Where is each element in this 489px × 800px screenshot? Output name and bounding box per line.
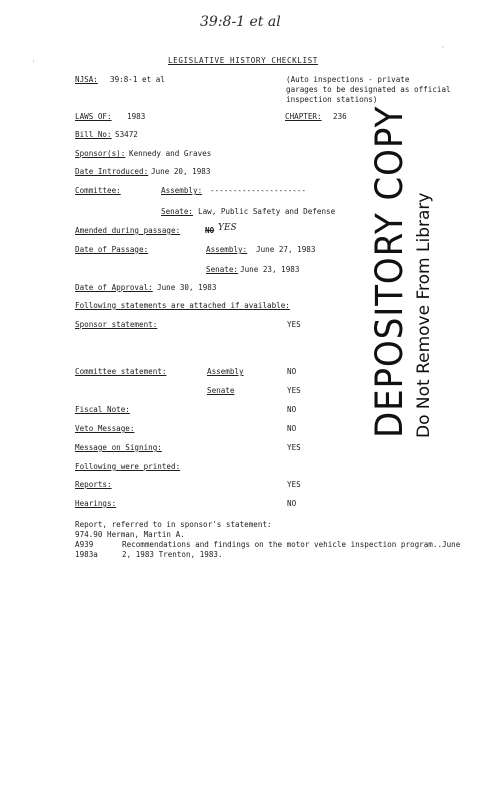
following-printed-heading: Following were printed: [75, 462, 181, 471]
veto-message-value: NO [287, 424, 297, 433]
chapter-label: CHAPTER: [285, 112, 322, 121]
committee-senate-label: Senate: [161, 207, 194, 216]
date-of-approval-label: Date of Approval: [75, 283, 153, 292]
report-ref-call-number-1: A939 [75, 540, 94, 549]
report-ref-intro: Report, referred to in sponsor's statement: [75, 520, 272, 529]
scan-speck: · [441, 44, 445, 51]
handwritten-statute-number: 39:8-1 et al [200, 14, 281, 30]
description-line-2: garages to be designated as official [286, 85, 451, 94]
committee-statement-senate-value: YES [287, 386, 301, 395]
date-introduced-value: June 20, 1983 [151, 167, 211, 176]
chapter-value: 236 [333, 112, 347, 121]
sponsors-label: Sponsor(s): [75, 149, 126, 158]
sponsors-value: Kennedy and Graves [129, 149, 212, 158]
date-of-approval-value: June 30, 1983 [157, 283, 217, 292]
laws-of-value: 1983 [127, 112, 146, 121]
stamp-line-2: Do Not Remove From Library [414, 192, 434, 438]
sponsor-statement-label: Sponsor statement: [75, 320, 158, 329]
reports-value: YES [287, 480, 301, 489]
report-ref-title-line-2: 2, 1983 Trenton, 1983. [122, 550, 223, 559]
njsa-label: NJSA: [75, 75, 98, 84]
bill-no-value: S3472 [115, 130, 138, 139]
amended-struck-value: NO [205, 226, 215, 235]
fiscal-note-label: Fiscal Note: [75, 405, 130, 414]
laws-of-label: LAWS OF: [75, 112, 112, 121]
page-title: LEGISLATIVE HISTORY CHECKLIST [168, 56, 318, 65]
message-on-signing-value: YES [287, 443, 301, 452]
message-on-signing-label: Message on Signing: [75, 443, 162, 452]
committee-senate-value: Law, Public Safety and Defense [198, 207, 336, 216]
reports-label: Reports: [75, 480, 112, 489]
date-introduced-label: Date Introduced: [75, 167, 149, 176]
description-line-1: (Auto inspections - private [286, 75, 410, 84]
report-ref-title-line-1: Recommendations and findings on the motor vehicle inspection program..June [122, 540, 461, 549]
report-ref-call-number-2: 1983a [75, 550, 98, 559]
committee-assembly-label: Assembly: [161, 186, 203, 195]
committee-label: Committee: [75, 186, 121, 195]
passage-assembly-label: Assembly: [206, 245, 248, 254]
depository-stamp [370, 77, 436, 438]
amended-label: Amended during passage: [75, 226, 181, 235]
fiscal-note-value: NO [287, 405, 297, 414]
passage-senate-label: Senate: [206, 265, 239, 274]
committee-assembly-value: --------------------- [210, 186, 307, 195]
passage-assembly-value: June 27, 1983 [256, 245, 316, 254]
veto-message-label: Veto Message: [75, 424, 135, 433]
following-attached-heading: Following statements are attached if available: [75, 301, 290, 310]
report-ref-author: 974.90 Herman, Martin A. [75, 530, 185, 539]
bill-no-label: Bill No: [75, 130, 112, 139]
passage-senate-value: June 23, 1983 [240, 265, 300, 274]
amended-handwritten-value: YES [218, 223, 237, 233]
hearings-value: NO [287, 499, 297, 508]
sponsor-statement-value: YES [287, 320, 301, 329]
committee-statement-label: Committee statement: [75, 367, 167, 376]
committee-statement-assembly-value: NO [287, 367, 297, 376]
hearings-label: Hearings: [75, 499, 117, 508]
committee-statement-assembly-label: Assembly [207, 367, 244, 376]
description-line-3: inspection stations) [286, 95, 378, 104]
committee-statement-senate-label: Senate [207, 386, 235, 395]
date-of-passage-label: Date of Passage: [75, 245, 149, 254]
njsa-value: 39:8-1 et al [110, 75, 165, 84]
scan-speck: ' [32, 60, 36, 67]
stamp-line-1: DEPOSITORY COPY [368, 105, 411, 438]
